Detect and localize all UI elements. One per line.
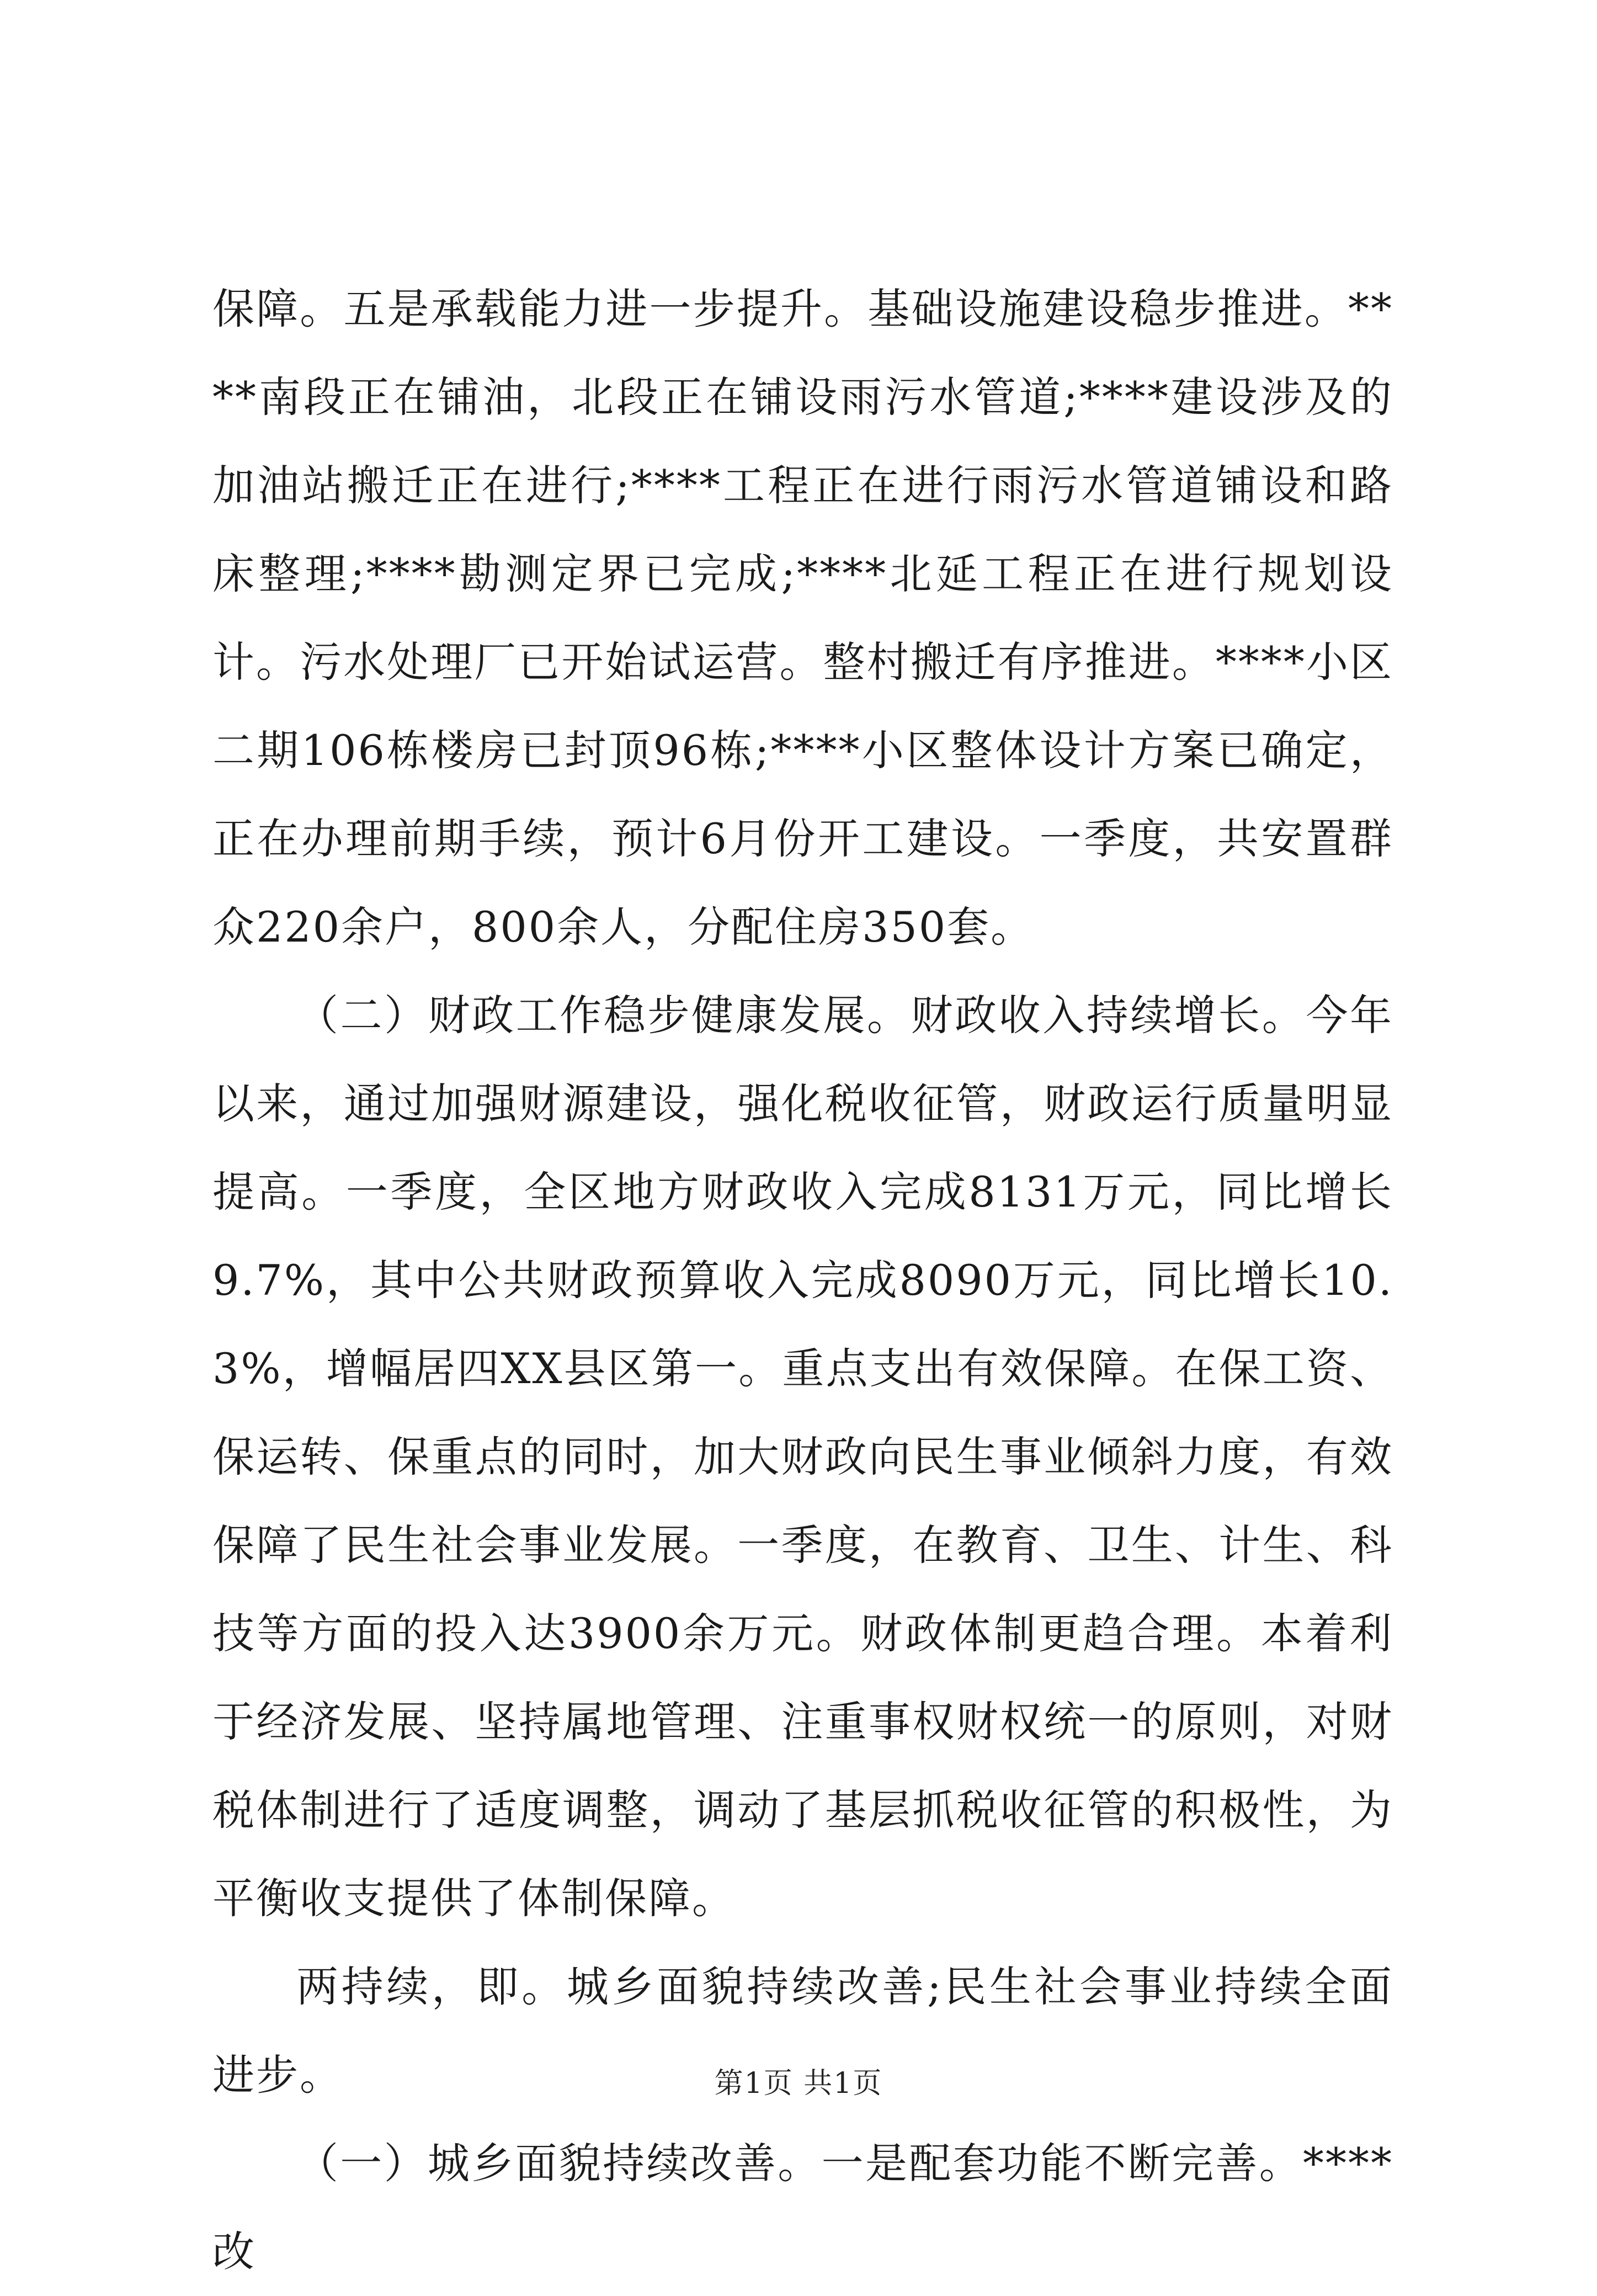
paragraph-finance: （二）财政工作稳步健康发展。财政收入持续增长。今年以来，通过加强财源建设，强化税收征管，财政运行质量明显提高。一季度，全区地方财政收入完成8131万元，同比增长9.7%，其中公共财政预算收入完成8090万元，同比增长10.3%，增幅居四XX县区第一。重点支出有效保障。在保工资、保运转、保重点的同时，加大财政向民生事业倾斜力度，有效保障了民生社会事业发展。一季度，在教育、卫生、计生、科技等方面的投入达3900余万元。财政体制更趋合理。本着利于经济发展、坚持属地管理、注重事权财权统一的原则，对财税体制进行了适度调整，调动了基层抓税收征管的积极性，为平衡收支提供了体制保障。	[212, 991, 1393, 1923]
document-body	[212, 265, 1393, 2296]
paragraph-two-continuations: 两持续，即。城乡面貌持续改善;民生社会事业持续全面进步。	[212, 1962, 1393, 2100]
paragraph-infrastructure: 保障。五是承载能力进一步提升。基础设施建设稳步推进。****南段正在铺油，北段正在铺设雨污水管道;****建设涉及的加油站搬迁正在进行;****工程正在进行雨污水管道铺设和路床整理;****勘测定界已完成;****北延工程正在进行规划设计。污水处理厂已开始试运营。整村搬迁有序推进。****小区二期106栋楼房已封顶96栋;****小区整体设计方案已确定，正在办理前期手续，预计6月份开工建设。一季度，共安置群众220余户，800余人，分配住房350套。	[212, 284, 1393, 952]
page-footer: 第1页 共1页	[714, 2067, 883, 2100]
paragraph-urban-rural: （一）城乡面貌持续改善。一是配套功能不断完善。****改	[212, 2139, 1393, 2276]
